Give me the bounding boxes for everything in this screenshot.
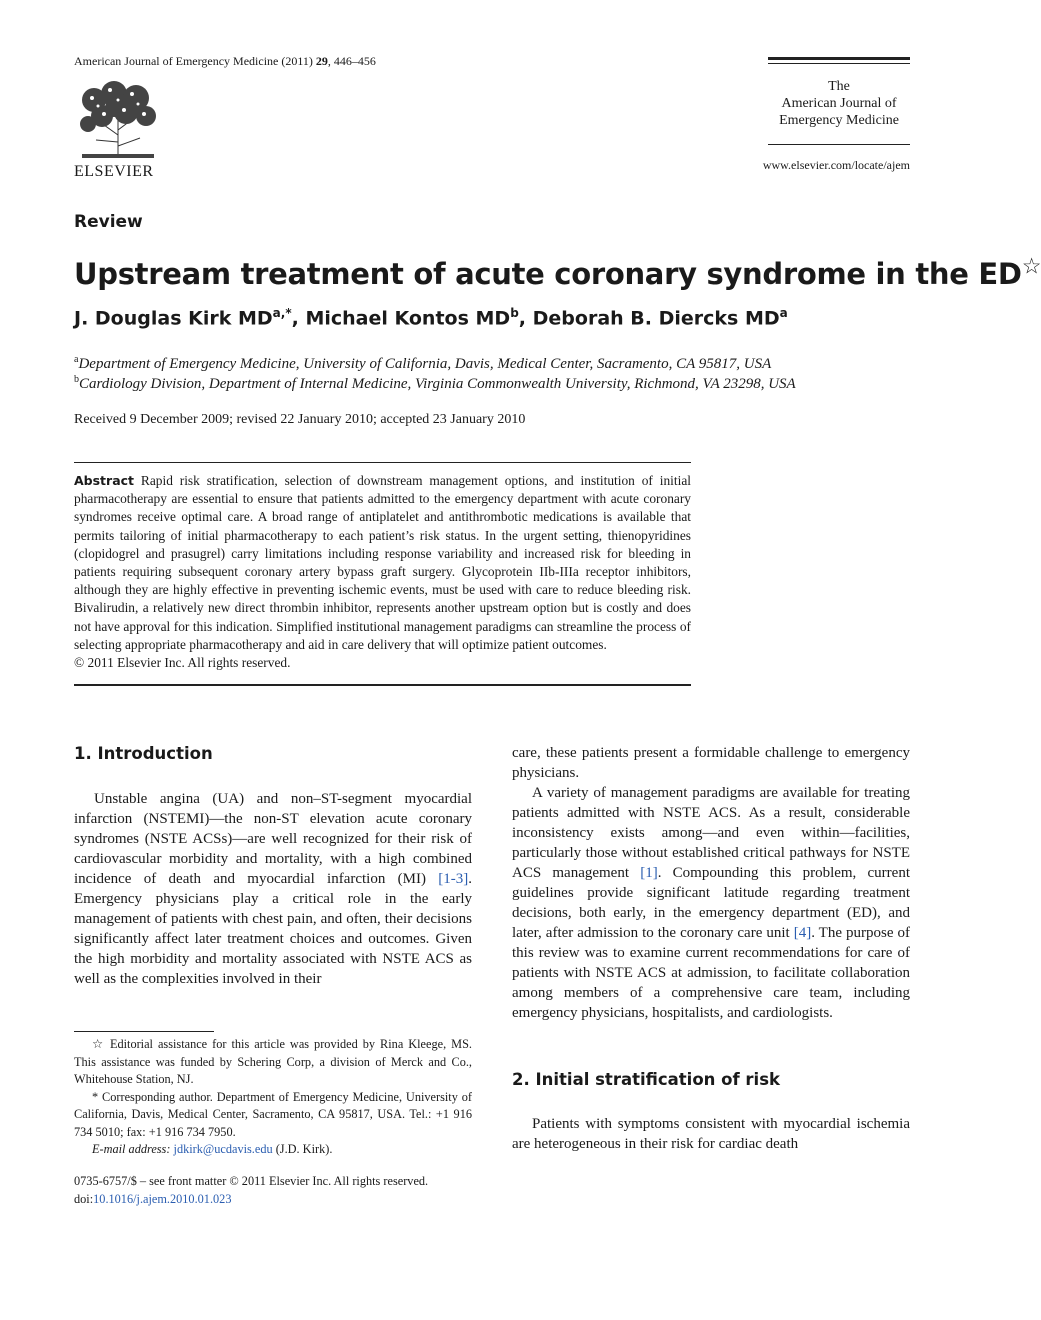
email-link[interactable]: jdkirk@ucdavis.edu bbox=[173, 1142, 273, 1156]
journal-url[interactable]: www.elsevier.com/locate/ajem bbox=[762, 158, 910, 172]
footnotes: ☆ Editorial assistance for this article was provided by Rina Kleege, MS. This assistance was funded by Schering Corp, a division of Merck and Co., Whitehouse Station, NJ. * Corresponding author. Department of Emergency Medicine, University of California, Davis, Medical Center, Sacramento, CA 95817, USA. Tel.: +1 916 734 5010; fax: +1 916 734 7950. E-mail address: jdkirk@ucdavis.edu (J.D. Kirk). bbox=[74, 1037, 472, 1156]
intro-heading: 1. Introduction bbox=[74, 744, 213, 763]
author-name: Deborah B. Diercks MD bbox=[532, 307, 780, 330]
article-identifiers: 0735-6757/$ – see front matter © 2011 Elsevier Inc. All rights reserved. doi:10.1016/j.ajem.2010.01.023 bbox=[74, 1174, 429, 1206]
intro-continuation: care, these patients present a formidable challenge to emergency physicians. A variety of management paradigms are available for treating patients admitted with NSTE ACS. As a result, considerable inconsistency exists among—and even within—facilities, particularly those without established critical pathways for NSTE ACS management [1]. Compounding this problem, current guidelines provide significant latitude regarding treatment decisions, both early, in the emergency department (ED), and later, after admission to the coronary care unit [4]. The purpose of this review was to examine current recommendations for care of patients with NSTE ACS at admission, to facilitate collaboration among members of a comprehensive care team, including emergency physicians, hospitalists, and cardiologists. bbox=[512, 745, 910, 1021]
doi-link[interactable]: 10.1016/j.ajem.2010.01.023 bbox=[93, 1191, 232, 1206]
journal-title-block bbox=[768, 57, 910, 145]
abstract bbox=[74, 462, 691, 686]
received-dates: Received 9 December 2009; revised 22 January 2010; accepted 23 January 2010 bbox=[74, 412, 526, 427]
author-name: J. Douglas Kirk MD bbox=[74, 307, 273, 330]
article-title: Upstream treatment of acute coronary syndrome in the ED☆ bbox=[74, 254, 1041, 291]
risk-heading: 2. Initial stratification of risk bbox=[512, 1070, 780, 1089]
author-list: J. Douglas Kirk $MD^{a,*}$, Michael Kontos $MD^b$, Deborah B. Diercks $MD^a$ bbox=[74, 306, 788, 330]
abstract-copyright: © 2011 Elsevier Inc. All rights reserved. bbox=[74, 655, 291, 671]
article-type: Review bbox=[74, 212, 143, 232]
footnote-rule bbox=[74, 1031, 214, 1032]
journal-name: The American Journal of Emergency Medicine bbox=[768, 78, 910, 145]
citation-link[interactable]: [1-3] bbox=[438, 871, 469, 887]
abstract-label: Abstract bbox=[74, 473, 135, 488]
affiliation: $^b$Cardiology Division, Department of Internal Medicine, Virginia Commonwealth University, Richmond, VA 23298, USA bbox=[74, 374, 796, 392]
citation-link[interactable]: [1] bbox=[640, 865, 658, 881]
risk-paragraph: Patients with symptoms consistent with myocardial ischemia are heterogeneous in their risk for cardiac death bbox=[512, 1116, 910, 1152]
publisher-wordmark: ELSEVIER bbox=[74, 163, 154, 180]
author-name: Michael Kontos MD bbox=[305, 307, 511, 330]
affiliation: $^a$Department of Emergency Medicine, University of California, Davis, Medical Center, Sacramento, CA 95817, USA bbox=[74, 354, 772, 372]
intro-paragraph: Unstable angina (UA) and non–ST-segment myocardial infarction (NSTEMI)—the non-ST elevation acute coronary syndromes (NSTE ACSs)—are well recognized for their risk of cardiovascular morbidity and mortality, with a high combined incidence of death and myocardial infarction (MI) [1-3]. Emergency physicians play a critical role in the early management of patients with chest pain, and often, their decisions significantly affect later treatment choices and outcomes. Given the high morbidity and mortality associated with NSTE ACS as well as the complexities involved in their bbox=[74, 791, 472, 987]
citation-link[interactable]: [4] bbox=[793, 925, 812, 941]
journal-citation: American Journal of Emergency Medicine (2011) 29, 446–456 bbox=[74, 54, 376, 68]
abstract-text: Rapid risk stratification, selection of downstream management options, and institution of initial pharmacotherapy are essential to ensure that patients admitted to the emergency department with acute coronary syndromes receive optimal care. A broad range of antiplatelet and antithrombotic medications is available that permits tailoring of initial pharmacotherapy to each patient’s risk status. In the urgent setting, thienopyridines (clopidogrel and prasugrel) carry limitations including response variability and increased risk for bleeding in patients requiring subsequent coronary artery bypass graft surgery. Glycoprotein IIb-IIIa receptor inhibitors, although they are highly effective in preventing ischemic events, must be used with care to reduce bleeding risk. Bivalirudin, a relatively new direct thrombin inhibitor, represents another upstream option but is costly and does not have approval for this indication. Simplified institutional management paradigms can streamline the process of selecting appropriate pharmacotherapy and aid in care delivery that will optimize patient outcomes. bbox=[74, 473, 691, 652]
